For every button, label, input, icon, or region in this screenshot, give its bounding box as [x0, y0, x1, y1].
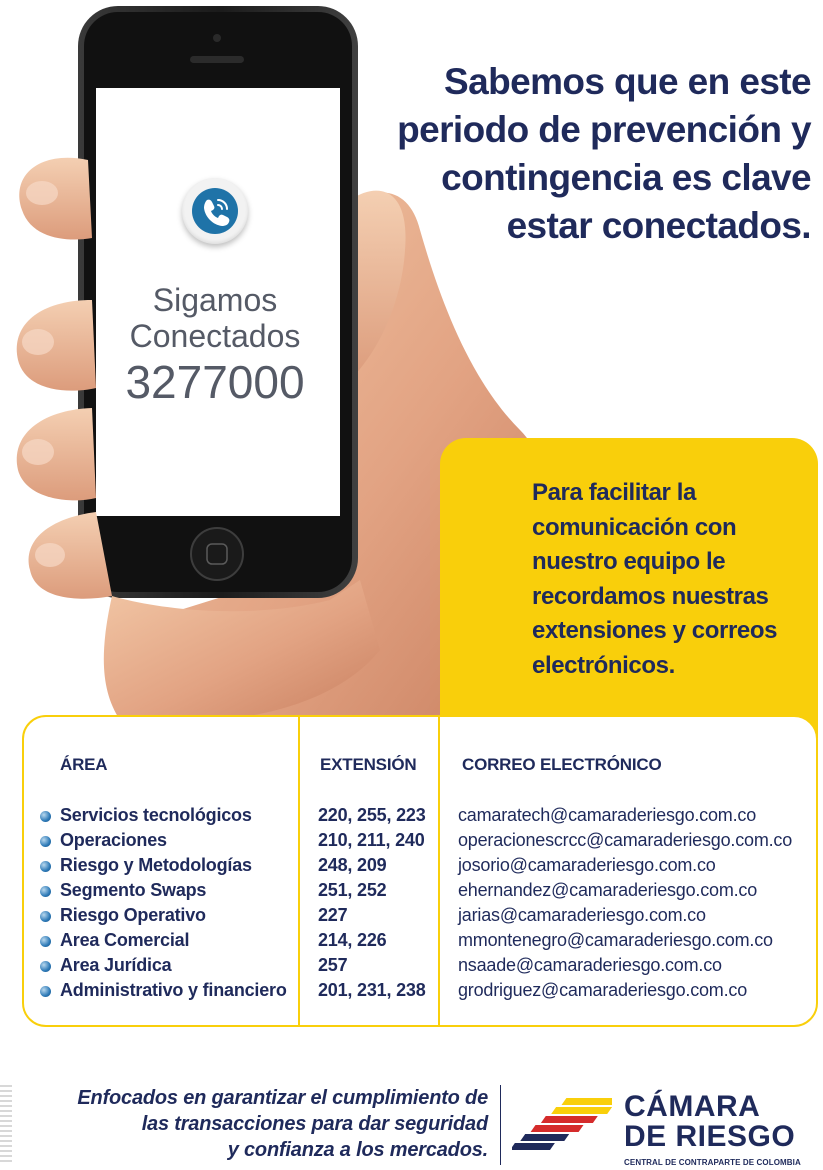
table-row — [24, 855, 816, 880]
headline-line: Sabemos que en este — [444, 61, 811, 102]
bullet-icon — [40, 961, 51, 972]
row-area: Segmento Swaps — [60, 880, 207, 900]
row-extension: 257 — [318, 955, 348, 975]
row-email[interactable]: nsaade@camaraderiesgo.com.co — [458, 955, 722, 975]
info-line: electrónicos. — [532, 651, 675, 679]
headline-line: contingencia es clave — [441, 157, 811, 198]
side-fine-print — [0, 1085, 12, 1165]
logo-subtitle: CENTRAL DE CONTRAPARTE DE COLOMBIA — [624, 1158, 801, 1167]
row-area: Riesgo Operativo — [60, 905, 206, 925]
table-body — [24, 805, 816, 1005]
bullet-icon — [40, 861, 51, 872]
phone-number: 3277000 — [125, 356, 305, 408]
row-area: Operaciones — [60, 830, 167, 850]
row-email[interactable]: jarias@camaraderiesgo.com.co — [458, 905, 706, 925]
bullet-icon — [40, 811, 51, 822]
bullet-icon — [40, 986, 51, 997]
bullet-icon — [40, 886, 51, 897]
bullet-icon — [40, 936, 51, 947]
tagline-line: y confianza a los mercados. — [227, 1139, 488, 1161]
table-row — [24, 830, 816, 855]
row-area: Servicios tecnológicos — [60, 805, 252, 825]
row-email[interactable]: mmontenegro@camaraderiesgo.com.co — [458, 930, 773, 950]
header-extension: EXTENSIÓN — [320, 755, 417, 774]
bullet-icon — [40, 836, 51, 847]
phone-line-1: Sigamos — [152, 282, 278, 318]
footer-divider — [500, 1085, 501, 1165]
row-area: Riesgo y Metodologías — [60, 855, 252, 875]
row-extension: 251, 252 — [318, 880, 387, 900]
info-line: comunicación con — [532, 513, 737, 541]
table-row — [24, 805, 816, 830]
table-row — [24, 980, 816, 1005]
row-area: Area Jurídica — [60, 955, 172, 975]
logo-text — [624, 1092, 801, 1167]
row-extension: 248, 209 — [318, 855, 387, 875]
logo-line-1: CÁMARA — [624, 1090, 761, 1123]
row-extension: 220, 255, 223 — [318, 805, 426, 825]
table-row — [24, 955, 816, 980]
bullet-icon — [40, 911, 51, 922]
phone-line-2: Conectados — [129, 318, 301, 354]
contacts-table — [22, 715, 818, 1027]
row-extension: 227 — [318, 905, 348, 925]
info-line: Para facilitar la — [532, 479, 696, 506]
headline-line: periodo de prevención y — [397, 109, 811, 150]
phone-call-icon — [182, 178, 248, 244]
headline-line: estar conectados. — [506, 205, 811, 246]
header-email: CORREO ELECTRÓNICO — [462, 755, 662, 774]
phone-screen-text — [96, 282, 334, 408]
row-email[interactable]: ehernandez@camaraderiesgo.com.co — [458, 880, 758, 900]
row-extension: 201, 231, 238 — [318, 980, 426, 1000]
camara-de-riesgo-logo-icon — [512, 1090, 612, 1160]
row-email[interactable]: camaratech@camaraderiesgo.com.co — [458, 805, 757, 825]
row-extension: 214, 226 — [318, 930, 387, 950]
table-row — [24, 930, 816, 955]
info-box-text — [532, 476, 817, 683]
header-area: ÁREA — [60, 755, 108, 774]
info-line: recordamos nuestras — [532, 582, 769, 610]
row-email[interactable]: operacionescrcc@camaraderiesgo.com.co — [458, 830, 793, 850]
info-line: extensiones y correos — [532, 617, 778, 644]
row-area: Administrativo y financiero — [60, 980, 287, 1000]
table-row — [24, 880, 816, 905]
table-row — [24, 905, 816, 930]
row-extension: 210, 211, 240 — [318, 830, 425, 850]
tagline-line: Enfocados en garantizar el cumplimiento de — [77, 1087, 488, 1109]
logo-line-2: DE RIESGO — [624, 1120, 796, 1153]
tagline-line: las transacciones para dar seguridad — [141, 1113, 488, 1135]
footer-tagline — [30, 1085, 488, 1163]
headline — [341, 58, 811, 250]
row-email[interactable]: grodriguez@camaraderiesgo.com.co — [458, 980, 748, 1000]
row-email[interactable]: josorio@camaraderiesgo.com.co — [458, 855, 716, 875]
info-line: nuestro equipo le — [532, 548, 726, 575]
row-area: Area Comercial — [60, 930, 190, 950]
